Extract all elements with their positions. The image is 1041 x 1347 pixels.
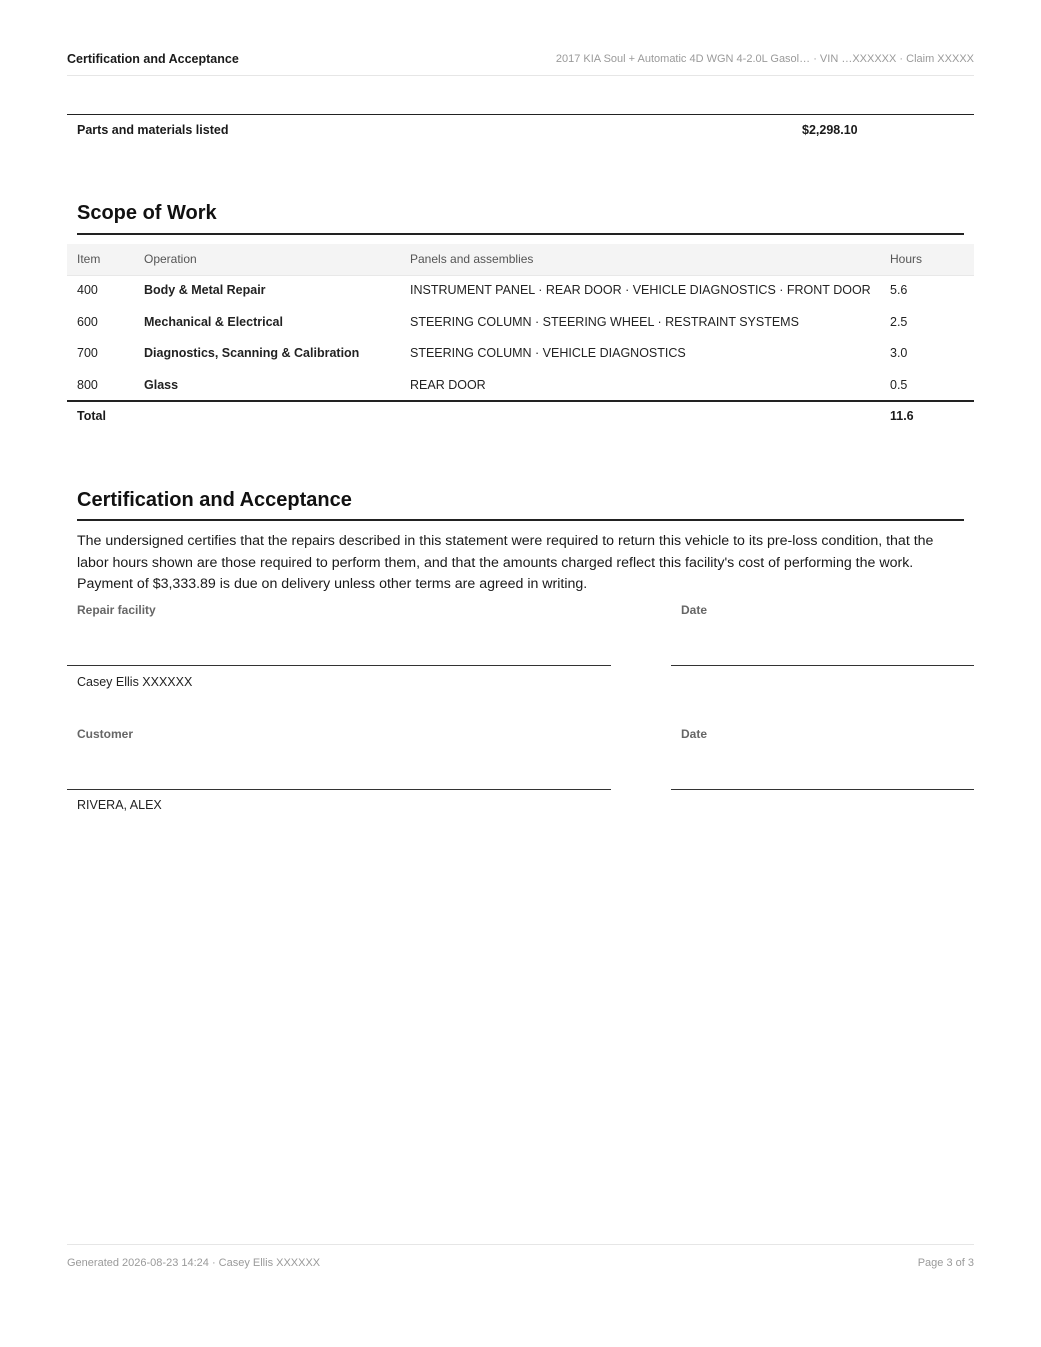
row-item: 800 (77, 378, 98, 392)
row-hours: 2.5 (890, 315, 908, 329)
vehicle-description: 2017 KIA Soul + Automatic 4D WGN 4-2.0L Gasol… (555, 53, 811, 65)
page-header-vehicle-info (556, 53, 974, 65)
row-hours: 5.6 (890, 283, 908, 297)
certification-title-rule (77, 519, 964, 521)
footer-divider (67, 1244, 974, 1245)
header-separator: · (899, 53, 904, 65)
customer-label: Customer (77, 727, 134, 741)
repair-facility-signature-line (67, 665, 611, 666)
certification-title: Certification and Acceptance (77, 489, 352, 511)
column-header-item: Item (77, 252, 101, 266)
row-item: 600 (77, 315, 98, 329)
customer-date-label: Date (681, 727, 708, 741)
row-operation: Glass (144, 378, 179, 392)
row-operation: Diagnostics, Scanning & Calibration (144, 346, 360, 360)
row-item: 700 (77, 346, 98, 360)
footer-page-number: Page 3 of 3 (917, 1257, 974, 1269)
facility-date-label: Date (681, 603, 708, 617)
claim-label: Claim XXXXX (906, 53, 974, 65)
row-hours: 3.0 (890, 346, 908, 360)
page-header-title: Certification and Acceptance (67, 52, 239, 66)
scope-title-rule (77, 233, 964, 235)
facility-date-line (671, 665, 974, 666)
row-operation: Body & Metal Repair (144, 283, 266, 297)
scope-of-work-title: Scope of Work (77, 202, 217, 224)
vin-label: VIN …XXXXXX (819, 53, 897, 65)
parts-total-label: Parts and materials listed (77, 123, 229, 137)
row-panels: INSTRUMENT PANEL · REAR DOOR · VEHICLE DIAGNOSTICS · FRONT DOOR (410, 283, 871, 297)
row-panels: REAR DOOR (410, 378, 486, 392)
header-separator: · (813, 53, 817, 65)
header-divider (67, 75, 974, 76)
parts-divider (67, 114, 974, 115)
parts-total-value: $2,298.10 (802, 123, 858, 137)
row-operation: Mechanical & Electrical (144, 315, 283, 329)
total-hours: 11.6 (890, 409, 914, 423)
row-hours: 0.5 (890, 378, 908, 392)
customer-name: RIVERA, ALEX (77, 798, 162, 812)
row-panels: STEERING COLUMN · STEERING WHEEL · RESTRAINT SYSTEMS (410, 315, 799, 329)
customer-date-line (671, 789, 974, 790)
column-header-panels: Panels and assemblies (410, 252, 534, 266)
column-header-hours: Hours (890, 252, 923, 266)
customer-signature-line (67, 789, 611, 790)
column-header-operation: Operation (144, 252, 197, 266)
row-item: 400 (77, 283, 98, 297)
row-panels: STEERING COLUMN · VEHICLE DIAGNOSTICS (410, 346, 686, 360)
repair-facility-label: Repair facility (77, 603, 156, 617)
certification-statement: The undersigned certifies that the repairs described in this statement were required to return this vehicle to its pre-loss condition, that the labor hours shown are those required to perform them, and that the amounts charged reflect this facility's cost of performing the work. Payment of $3,333.89 is due on delivery unless other terms are agreed in writing. (77, 533, 934, 592)
repair-facility-name: Casey Ellis XXXXXX (77, 675, 193, 689)
total-label: Total (77, 409, 106, 423)
footer-generated: Generated 2026-08-23 14:24 · Casey Ellis XXXXXX (67, 1257, 321, 1269)
table-total-rule (67, 400, 974, 402)
